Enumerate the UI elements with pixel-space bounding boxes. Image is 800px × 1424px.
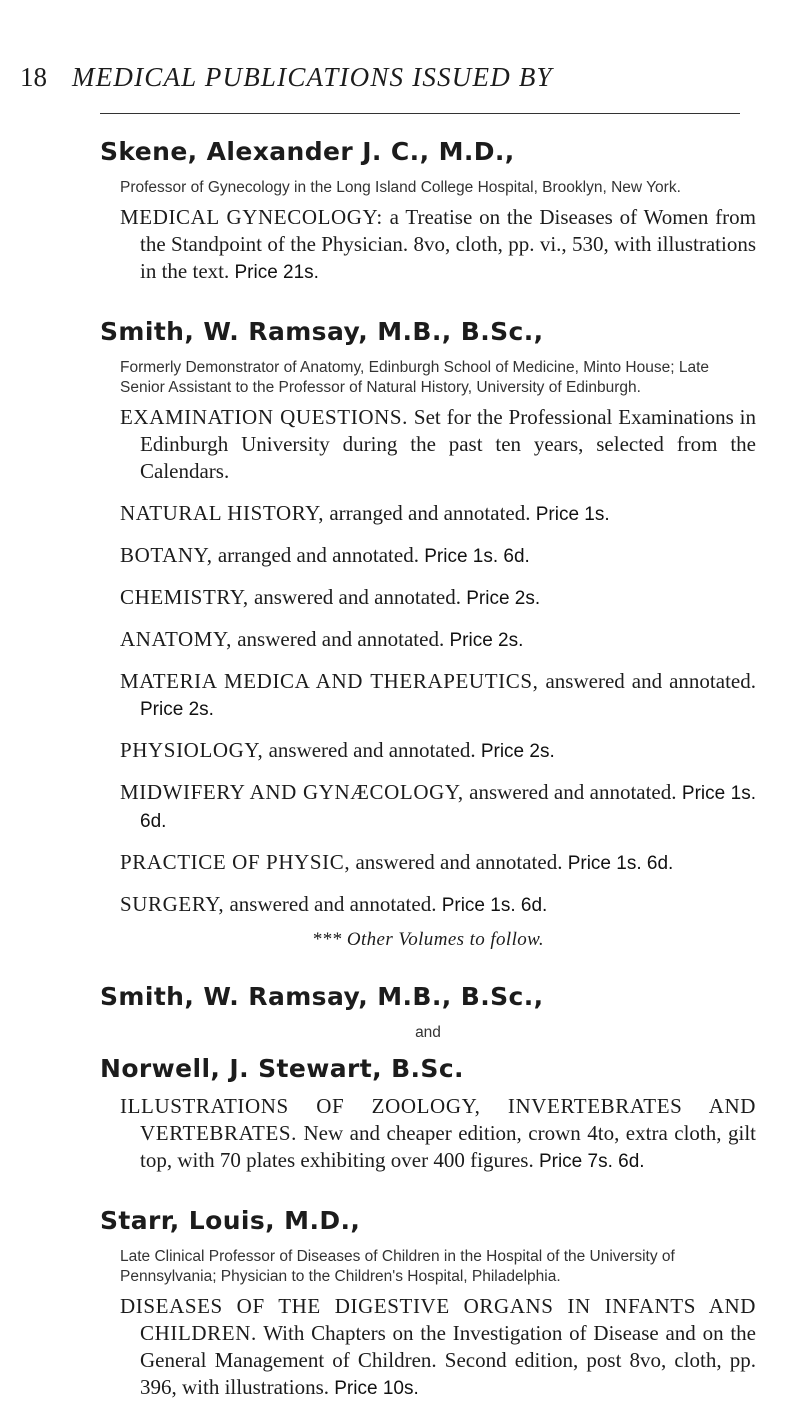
book-entry [120,500,756,528]
book-title: SURGERY, [120,892,225,916]
entry-smith [100,308,756,951]
book-description: New and cheaper edition, crown 4to, extra cloth, gilt top, with 70 plates exhibiting over 400 figures. [140,1121,756,1172]
book-price: Price 1s. 6d. [424,546,530,567]
book-price: Price 1s. 6d. [140,783,756,832]
book-description: answered and annotated. [224,892,442,916]
author-name: Starr, Louis, M.D., [100,1206,361,1235]
page-number: 18 [20,62,47,92]
book-description: arranged and annotated. [212,543,425,567]
header-rule [100,113,740,114]
author-name: Smith, W. Ramsay, M.B., B.Sc., [100,982,544,1011]
book-description: answered and annotated. [248,585,467,609]
content [100,128,756,1424]
book-price: Price 2s. [449,630,524,651]
book-entry [120,1293,756,1402]
co-author-name: Norwell, J. Stewart, B.Sc. [100,1054,464,1083]
book-description: answered and annotated. [231,627,450,651]
and-connector: and [415,1024,441,1041]
book-entry [120,542,756,570]
book-description: answered and annotated. [350,850,568,874]
book-description: answered and annotated. [263,738,481,762]
book-price: Price 1s. 6d. [567,853,674,874]
book-description: arranged and annotated. [324,501,536,525]
book-entry [120,584,756,612]
book-price: Price 2s. [140,699,214,720]
book-entry [120,404,756,486]
entry-starr [100,1197,756,1402]
book-price: Price 1s. [535,504,610,525]
header-title: MEDICAL PUBLICATIONS ISSUED BY [72,62,553,92]
book-entry [120,779,756,835]
book-title: MIDWIFERY AND GYNÆCOLOGY, [120,780,464,804]
book-title: CHEMISTRY, [120,585,249,609]
author-affiliation: Professor of Gynecology in the Long Island College Hospital, Brooklyn, New York. [120,179,681,196]
entry-skene [100,128,756,286]
book-description: answered and annotated. [463,780,682,804]
author-name: Skene, Alexander J. C., M.D., [100,137,515,166]
book-entry [120,204,756,286]
book-entry [120,626,756,654]
book-title: PRACTICE OF PHYSIC, [120,850,351,874]
book-entry [120,1093,756,1175]
entry-smith-norwell [100,973,756,1175]
book-entry [120,849,756,877]
running-head [20,62,780,110]
author-affiliation: Formerly Demonstrator of Anatomy, Edinburgh School of Medicine, Minto House; Late Senior Assistant to the Professor of Natural History, University of Edinburgh. [120,359,709,396]
book-title: BOTANY, [120,543,213,567]
book-title: EXAMINATION QUESTIONS. [120,405,408,429]
author-name: Smith, W. Ramsay, M.B., B.Sc., [100,317,544,346]
book-description: Set for the Professional Examinations in Edinburgh University during the past ten years, selected from the Calendars. [140,405,756,483]
book-price: Price 1s. 6d. [441,895,548,916]
book-price: Price 7s. 6d. [538,1151,645,1172]
book-title: DISEASES OF THE DIGESTIVE ORGANS IN INFANTS AND CHILDREN. [120,1294,756,1345]
book-price: Price 2s. [466,588,541,609]
book-title: PHYSIOLOGY, [120,738,264,762]
book-title: NATURAL HISTORY, [120,501,325,525]
book-entry [120,737,756,765]
book-description: answered and annotated. [538,669,756,693]
book-title: MATERIA MEDICA AND THERAPEUTICS, [120,669,539,693]
book-title: ANATOMY, [120,627,232,651]
book-price: Price 10s. [334,1378,419,1399]
other-volumes-note: *** Other Volumes to follow. [312,929,544,950]
book-description: a Treatise on the Diseases of Women from the Standpoint of the Physician. 8vo, cloth, pp. vi., 530, with illustrations in the text. [140,205,756,283]
book-description: With Chapters on the Investigation of Disease and on the General Management of Children. Second edition, post 8vo, cloth, pp. 396, with illustrations. [140,1321,756,1399]
book-title: ILLUSTRATIONS OF ZOOLOGY, INVERTEBRATES AND VERTEBRATES. [120,1094,756,1145]
author-affiliation: Late Clinical Professor of Diseases of Children in the Hospital of the University of Pennsylvania; Physician to the Children's Hospital, Philadelphia. [120,1248,675,1285]
book-price: Price 2s. [480,741,555,762]
book-entry [120,668,756,723]
book-title: MEDICAL GYNECOLOGY: [120,205,383,229]
book-entry [120,891,756,919]
book-price: Price 21s. [234,262,319,283]
